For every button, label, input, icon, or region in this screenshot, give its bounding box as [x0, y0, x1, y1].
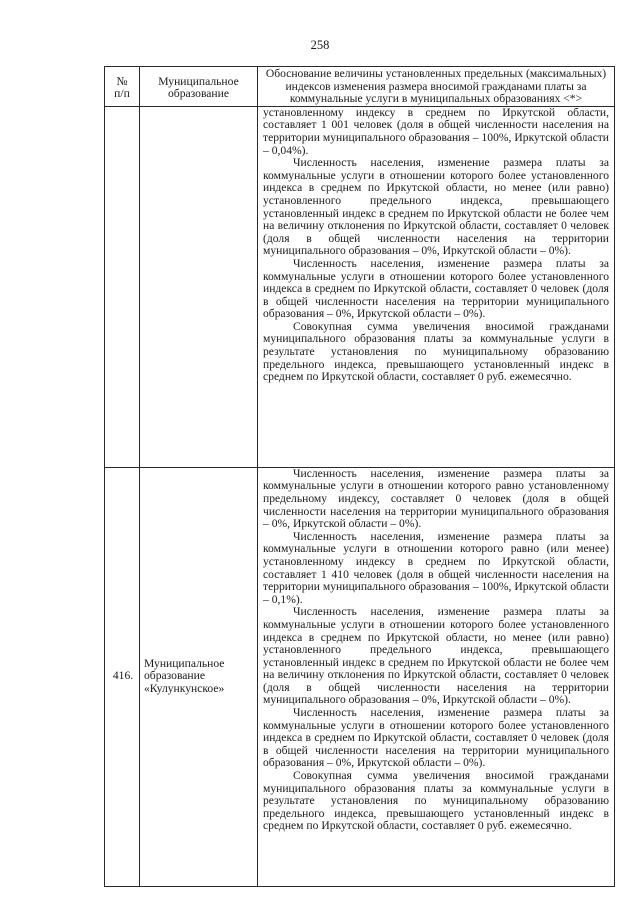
municipality-line1: Муниципальное	[144, 656, 225, 670]
row-number-cell	[105, 106, 140, 467]
page-number: 258	[310, 38, 330, 52]
header-number-line2: п/п	[114, 87, 130, 101]
paragraph: Численность населения, изменение размера платы за коммунальные услуги в отношении которого более установленного индекса в среднем по Иркутской области, но менее (или равно) установленного предельного индекса, превышающего установленный индекс в среднем по Иркутской области не более чем на величину отклонения по Иркутской области, составляет 0 человек (доля в общей численности населения на территории муниципального образования – 0%, Иркутской области – 0%).	[263, 605, 609, 707]
municipality-line2: образование	[144, 669, 205, 683]
header-municipality	[140, 67, 258, 107]
header-municipality-line1: Муниципальное	[158, 74, 239, 88]
paragraph: Численность населения, изменение размера платы за коммунальные услуги в отношении которого равно установленному предельному индексу, составляет 0 человек (доля в общей численности населения на территории муниципального образования – 0%, Иркутской области – 0%).	[263, 466, 609, 531]
header-municipality-line2: образование	[168, 87, 229, 101]
header-justification: Обоснование величины установленных предельных (максимальных) индексов изменения размера вносимой гражданами платы за коммунальные услуги в муниципальных образованиях <*>	[258, 67, 615, 107]
row-municipality-cell	[140, 106, 258, 467]
paragraph: Совокупная сумма увеличения вносимой гражданами муниципального образования платы за коммунальные услуги в результате установления по муниципальному образованию предельного индекса, превышающего установленный индекс в среднем по Иркутской области, составляет 0 руб. ежемесячно.	[263, 319, 609, 384]
row-number-cell: 416.	[105, 467, 140, 886]
table-header-row	[105, 67, 615, 107]
header-number	[105, 67, 140, 107]
paragraph: Численность населения, изменение размера платы за коммунальные услуги в отношении которого более установленного индекса в среднем по Иркутской области, но менее (или равно) установленного предельного индекса, превышающего установленный индекс в среднем по Иркутской области не более чем на величину отклонения по Иркутской области, составляет 0 человек (доля в общей численности населения на территории муниципального образования – 0%, Иркутской области – 0%).	[263, 156, 609, 258]
paragraph: Совокупная сумма увеличения вносимой гражданами муниципального образования платы за коммунальные услуги в результате установления по муниципальному образованию предельного индекса, превышающего установленный индекс в среднем по Иркутской области, составляет 0 руб. ежемесячно.	[263, 769, 609, 833]
municipality-line3: «Кулункунское»	[144, 682, 225, 696]
row-justification-cell	[258, 106, 615, 467]
paragraph: установленному индексу в среднем по Иркутской области, составляет 1 001 человек (доля в общей численности населения на территории муниципального образования – 100%, Иркутской области – 0,04%).	[263, 105, 609, 157]
header-number-line1: №	[116, 74, 128, 88]
paragraph: Численность населения, изменение размера платы за коммунальные услуги в отношении которого равно (или менее) установленному индексу в среднем по Иркутской области, составляет 1 410 человек (доля в общей численности населения на территории муниципального образования – 100%, Иркутской области – 0,1%).	[263, 529, 609, 606]
paragraph: Численность населения, изменение размера платы за коммунальные услуги в отношении которого более установленного индекса в среднем по Иркутской области, составляет 0 человек (доля в общей численности населения на территории муниципального образования – 0%, Иркутской области – 0%).	[263, 256, 609, 321]
justification-table	[104, 66, 615, 887]
paragraph: Численность населения, изменение размера платы за коммунальные услуги в отношении которого более установленного индекса в среднем по Иркутской области, составляет 0 человек (доля в общей численности населения на территории муниципального образования – 0%, Иркутской области – 0%).	[263, 706, 609, 770]
table-row	[105, 467, 615, 886]
row-municipality-cell	[140, 467, 258, 886]
table-row	[105, 106, 615, 467]
row-justification-cell	[258, 467, 615, 886]
